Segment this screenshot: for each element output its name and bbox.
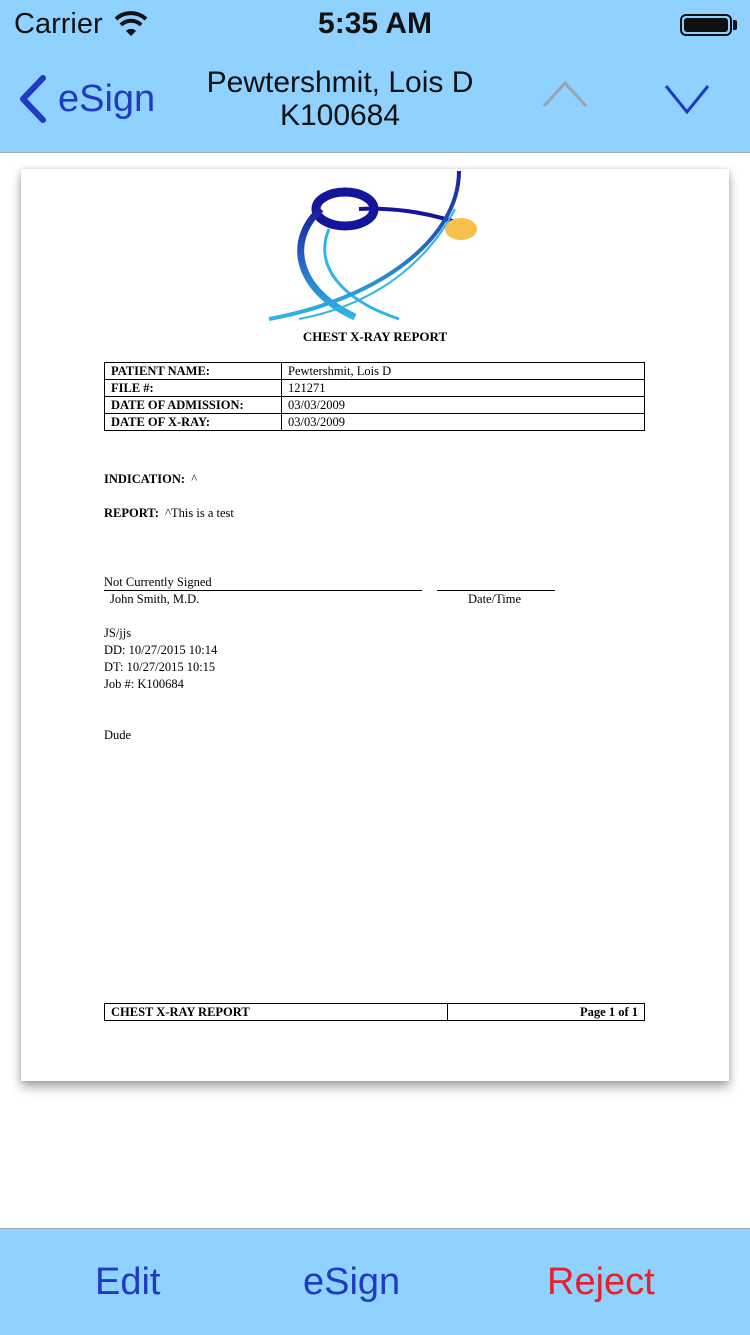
footer-title: CHEST X-RAY REPORT <box>105 1004 448 1021</box>
navigation-bar <box>0 0 750 153</box>
dictation-date: DD: 10/27/2015 10:14 <box>104 643 218 657</box>
info-row <box>105 363 645 380</box>
info-value: 121271 <box>282 380 645 397</box>
chevron-up-icon <box>540 78 590 110</box>
reject-button[interactable]: Reject <box>547 1261 655 1303</box>
back-button[interactable] <box>16 74 155 124</box>
esign-button[interactable]: eSign <box>303 1261 401 1303</box>
info-label: PATIENT NAME: <box>105 363 282 380</box>
edit-button[interactable]: Edit <box>95 1261 161 1303</box>
previous-document-button[interactable] <box>540 78 590 115</box>
info-label: DATE OF X-RAY: <box>105 414 282 431</box>
footer-page: Page 1 of 1 <box>448 1004 645 1021</box>
report-text: ^This is a test <box>165 506 234 520</box>
patient-info-table <box>104 362 645 431</box>
report-title: CHEST X-RAY REPORT <box>302 329 448 344</box>
info-value: 03/03/2009 <box>282 397 645 414</box>
status-time: 5:35 AM <box>318 7 432 40</box>
next-document-button[interactable] <box>662 82 712 121</box>
indication-label: INDICATION: <box>104 472 186 486</box>
indication-text: ^ <box>191 472 198 486</box>
report-line <box>104 505 234 522</box>
page-title <box>180 66 500 132</box>
battery-icon <box>680 14 732 36</box>
signature-status: Not Currently Signed <box>104 575 212 589</box>
report-page[interactable] <box>21 169 729 1081</box>
job-id: K100684 <box>279 99 401 132</box>
info-label: DATE OF ADMISSION: <box>105 397 282 414</box>
transcription-info <box>104 625 217 693</box>
note-text: Dude <box>104 728 132 742</box>
transcription-date: DT: 10/27/2015 10:15 <box>104 660 216 674</box>
info-value: Pewtershmit, Lois D <box>282 363 645 380</box>
bottom-toolbar <box>0 1228 750 1335</box>
report-label: REPORT: <box>104 506 159 520</box>
battery-tip <box>733 20 737 30</box>
patient-name: Pewtershmit, Lois D <box>206 66 474 99</box>
info-row <box>105 414 645 431</box>
date-time-label: Date/Time <box>468 592 522 606</box>
info-value: 03/03/2009 <box>282 414 645 431</box>
indication-line <box>104 471 197 488</box>
info-label: FILE #: <box>105 380 282 397</box>
initials: JS/jjs <box>104 626 132 640</box>
status-bar <box>0 0 750 50</box>
company-logo <box>259 169 483 330</box>
chevron-down-icon <box>662 82 712 116</box>
signer-name: John Smith, M.D. <box>110 592 200 606</box>
job-number: Job #: K100684 <box>104 677 184 691</box>
report-footer <box>104 1003 645 1021</box>
chevron-left-icon <box>16 74 48 124</box>
back-label: eSign <box>58 78 156 120</box>
info-row <box>105 380 645 397</box>
carrier-label: Carrier <box>14 8 103 40</box>
info-row <box>105 397 645 414</box>
